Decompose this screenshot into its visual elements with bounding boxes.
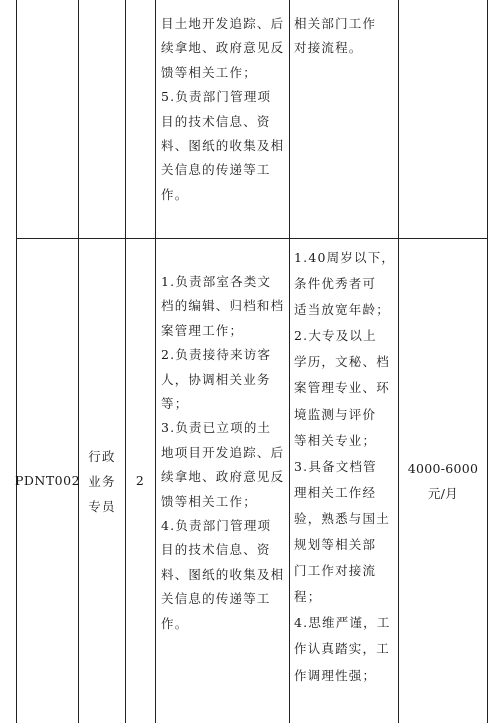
duty-line: 料、图纸的收集及相 xyxy=(161,566,285,582)
duty-line: 续拿地、政府意见反 xyxy=(161,469,285,485)
requirement-line: 等相关专业； xyxy=(294,432,377,448)
duty-line: 4.负责部门管理项 xyxy=(161,518,272,534)
duty-line: 案管理工作； xyxy=(161,322,244,338)
duty-line: 续拿地、政府意见反 xyxy=(161,40,285,56)
position-title-line: 业务 xyxy=(88,473,116,489)
requirement-line: 4.思维严谨，工 xyxy=(294,615,391,631)
salary-cell xyxy=(399,239,487,723)
requirement-line: 作认真踏实，工 xyxy=(294,641,390,657)
requirement-line: 作调理性强； xyxy=(294,667,377,683)
duty-line: 人，协调相关业务 xyxy=(161,371,271,387)
duty-line: 关信息的传递等工 xyxy=(161,162,271,178)
row2-requirements-cell xyxy=(294,245,396,689)
headcount-cell xyxy=(126,239,155,723)
duty-line: 关信息的传递等工 xyxy=(161,591,271,607)
requirement-line: 门工作对接流 xyxy=(294,563,377,579)
duty-line: 目土地开发追踪、后 xyxy=(161,16,285,31)
salary-range: 4000-6000 xyxy=(407,461,479,476)
requirement-line: 2.大专及以上 xyxy=(294,328,377,344)
duty-line: 2.负责接待来访客 xyxy=(161,347,272,363)
duty-line: 作。 xyxy=(161,186,189,202)
requirement-line: 验，熟悉与国土 xyxy=(294,510,390,526)
table-border-right xyxy=(487,0,488,723)
position-code-cell xyxy=(14,239,81,723)
duty-line: 等； xyxy=(161,396,189,412)
row1-duties-cell xyxy=(161,12,287,207)
duty-line: 1.负责部室各类文 xyxy=(161,274,272,289)
column-divider-3 xyxy=(155,0,156,723)
headcount: 2 xyxy=(135,472,146,488)
requirement-line: 相关部门工作 xyxy=(294,16,377,31)
duty-line: 5.负责部门管理项 xyxy=(161,89,272,105)
position-title-cell xyxy=(79,239,125,723)
position-title-line: 行政 xyxy=(88,448,116,464)
duty-line: 作。 xyxy=(161,615,189,631)
column-divider-4 xyxy=(289,0,290,723)
requirement-line: 程； xyxy=(294,589,322,605)
requirement-line: 境监测与评价 xyxy=(294,406,377,422)
duty-line: 目的技术信息、资 xyxy=(161,542,271,558)
requirement-line: 理相关工作经 xyxy=(294,484,377,500)
duty-line: 3.负责已立项的土 xyxy=(161,420,272,436)
requirement-line: 学历，文秘、档 xyxy=(294,354,390,370)
duty-line: 档的编辑、归档和档 xyxy=(161,298,285,314)
requirement-line: 3.具备文档管 xyxy=(294,458,377,474)
duty-line: 目的技术信息、资 xyxy=(161,113,271,129)
row2-duties-cell xyxy=(161,270,287,636)
duty-line: 馈等相关工作； xyxy=(161,493,257,509)
duty-line: 馈等相关工作； xyxy=(161,64,257,80)
row1-requirements-cell xyxy=(294,12,396,61)
duty-line: 料、图纸的收集及相 xyxy=(161,138,285,154)
position-code: PDNT002 xyxy=(14,472,81,488)
requirement-line: 适当放宽年龄； xyxy=(294,302,390,318)
salary-unit: 元/月 xyxy=(427,486,459,501)
requirement-line: 对接流程。 xyxy=(294,40,363,56)
requirement-line: 1.40周岁以下， xyxy=(294,250,396,265)
requirement-line: 条件优秀者可 xyxy=(294,276,377,292)
requirement-line: 规划等相关部 xyxy=(294,537,377,553)
position-title-line: 专员 xyxy=(88,498,116,514)
requirement-line: 案管理专业、环 xyxy=(294,380,390,396)
duty-line: 地项目开发追踪、后 xyxy=(161,444,285,460)
